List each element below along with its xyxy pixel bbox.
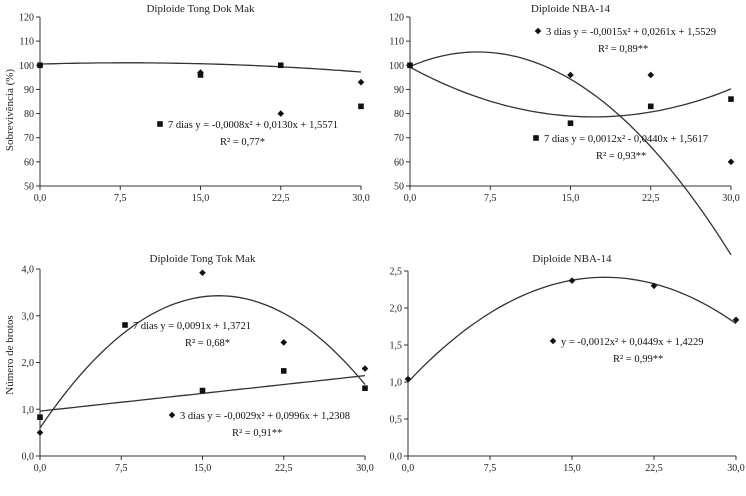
y-tick-label: 120 [389,12,404,24]
y-tick-label: 4,0 [21,264,34,276]
trend-curve-diamond [40,296,365,428]
y-tick-label: 120 [19,12,34,24]
y-tick-label: 2,0 [21,358,34,369]
x-tick-label: 7,5 [115,463,128,474]
y-tick-label: 60 [24,157,34,169]
y-tick-label: 80 [394,109,404,121]
x-tick-label: 15,0 [191,193,210,204]
regression-equation: 7 dias y = 0,0012x² - 0,0440x + 1,5617 [544,134,709,145]
data-point-diamond [37,429,44,436]
y-tick-label: 0,0 [21,451,34,463]
x-tick-label: 0,0 [403,193,417,204]
x-tick-label: 0,0 [401,463,415,474]
y-tick-label: 50 [394,181,404,193]
data-point-diamond [405,376,412,383]
y-tick-label: 110 [389,36,404,48]
x-tick-label: 7,5 [484,193,497,204]
y-tick-label: 3,0 [21,311,34,323]
y-tick-label: 0,5 [389,414,402,426]
x-tick-label: 15,0 [561,193,580,204]
r-squared-label: R² = 0,91** [232,428,283,439]
y-tick-label: 50 [24,181,34,193]
legend-marker-diamond [169,412,176,419]
r-squared-label: R² = 0,77* [220,137,265,148]
x-tick-label: 22,5 [642,193,660,204]
y-tick-label: 70 [24,133,34,145]
legend-marker-square [122,322,128,328]
data-point-diamond [569,277,576,284]
y-tick-label: 90 [394,84,404,96]
x-tick-label: 22,5 [275,463,293,474]
x-tick-label: 30,0 [352,193,370,204]
y-tick-label: 2,0 [389,303,402,315]
r-squared-label: R² = 0,99** [613,354,664,365]
regression-equation: y = -0,0012x² + 0,0449x + 1,4229 [561,337,704,348]
regression-equation: 3 dias y = -0,0029x² + 0,0996x + 1,2308 [180,411,350,422]
data-point-diamond [277,110,284,117]
y-tick-label: 110 [19,36,34,48]
x-tick-label: 22,5 [645,463,663,474]
data-point-diamond [199,269,206,276]
chart-panel-3 [22,253,374,474]
chart-panel-4 [390,253,745,474]
trend-curve-diamond [408,277,736,382]
data-point-diamond [728,159,735,166]
r-squared-label: R² = 0,93** [596,151,647,162]
y-axis-label-top: Sobrevivência (%) [4,68,16,152]
x-tick-label: 7,5 [483,463,497,474]
chart-title: Diploide Tong Dok Mak [146,3,255,15]
x-tick-label: 22,5 [272,193,290,204]
chart-title: Diploide NBA-14 [532,253,612,265]
y-tick-label: 100 [19,60,34,72]
y-tick-label: 2,5 [389,266,402,278]
data-point-diamond [362,365,369,372]
legend-marker-square [533,135,539,141]
data-point-diamond [280,339,287,346]
chart-panel-2 [389,3,740,255]
chart-panel-1 [19,3,370,204]
x-tick-label: 15,0 [563,463,581,474]
y-tick-label: 90 [24,84,34,96]
data-point-square [281,368,287,374]
x-tick-label: 0,0 [33,193,47,204]
y-tick-label: 100 [389,60,404,72]
data-point-diamond [647,72,654,79]
x-tick-label: 30,0 [722,193,740,204]
y-tick-label: 70 [394,133,404,145]
chart-title: Diploide Tong Tok Mak [149,253,256,265]
legend-marker-square [157,121,163,127]
y-tick-label: 80 [24,109,34,121]
data-point-square [358,104,364,110]
data-point-square [568,120,574,126]
data-point-square [407,62,413,68]
regression-equation: 3 dias y = -0,0015x² + 0,0261x + 1,5529 [546,27,716,38]
y-tick-label: 1,0 [21,404,34,416]
x-tick-label: 15,0 [193,463,212,474]
data-point-square [200,388,206,394]
x-tick-label: 30,0 [727,463,745,474]
data-point-square [648,104,654,110]
data-point-square [278,62,284,68]
y-tick-label: 60 [394,157,404,169]
y-axis-label-bottom: Número de brotos [4,315,16,395]
r-squared-label: R² = 0,89** [598,44,649,55]
regression-equation: 7 dias y = -0,0008x² + 0,0130x + 1,5571 [168,120,338,131]
x-tick-label: 30,0 [356,463,374,474]
data-point-square [728,96,734,102]
data-point-square [37,414,43,420]
y-tick-label: 1,5 [389,340,402,352]
regression-equation: 7 dias y = 0,0091x + 1,3721 [133,321,252,332]
x-tick-label: 7,5 [114,193,127,204]
data-point-square [37,62,43,68]
trend-curve-diamond [410,52,731,255]
data-point-square [198,72,204,78]
y-tick-label: 0,0 [389,451,402,463]
data-point-square [362,385,368,391]
legend-marker-diamond [535,28,542,35]
data-point-diamond [358,79,365,86]
chart-title: Diploide NBA-14 [530,3,611,15]
legend-marker-diamond [550,338,557,345]
x-tick-label: 0,0 [33,463,47,474]
r-squared-label: R² = 0,68* [185,338,230,349]
y-tick-label: 1,0 [389,377,402,389]
